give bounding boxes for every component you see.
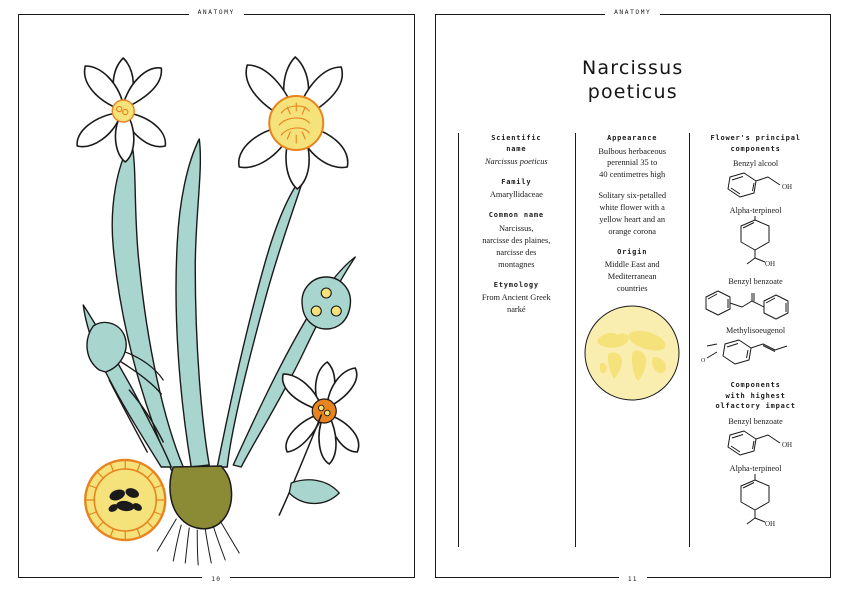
compound-name-alpha-terpineol-1: Alpha-terpineol — [729, 206, 782, 215]
compound-name-benzyl-benzoate-1: Benzyl benzoate — [728, 277, 783, 286]
heading-etymology: Etymology — [493, 280, 539, 289]
world-map-svg — [584, 305, 680, 401]
structure-alpha-terpineol-2 — [721, 474, 791, 532]
svg-text:OH: OH — [764, 519, 775, 528]
running-head-left-label: ANATOMY — [189, 9, 244, 16]
running-head-right — [436, 9, 831, 16]
right-page — [425, 0, 849, 592]
structure-methylisoeugenol — [701, 336, 811, 370]
narcissus-botanical-illustration — [19, 15, 414, 577]
folio-right-number: 11 — [619, 576, 647, 583]
svg-text:OH: OH — [781, 440, 792, 449]
compound-name-alpha-terpineol-2: Alpha-terpineol — [729, 463, 782, 473]
column-taxonomy — [458, 133, 576, 547]
page-title — [436, 57, 831, 105]
value-scientific-name: Narcissus poeticus — [484, 157, 548, 166]
page-title-line-1: Narcissus — [581, 57, 684, 79]
svg-text:OH: OH — [781, 183, 792, 191]
folio-right — [436, 576, 831, 583]
right-page-frame — [435, 9, 832, 583]
compound-name-methylisoeugenol: Methylisoeugenol — [726, 326, 786, 335]
heading-origin: Origin — [617, 247, 648, 256]
left-page-frame — [18, 9, 415, 583]
world-map-distribution — [584, 305, 680, 401]
value-appearance: Bulbous herbaceous perennial 35 to 40 centimetres high — [598, 146, 667, 180]
compound-name-benzyl-benzoate-2: Benzyl benzoate — [728, 416, 783, 426]
structure-alpha-terpineol-1 — [721, 216, 791, 272]
page-title-line-2: poeticus — [587, 80, 678, 103]
compound-name-benzyl-alcool: Benzyl alcool — [732, 159, 779, 168]
info-columns — [458, 133, 815, 547]
value-appearance-detail: Solitary six-petalled white flower with a yellow heart and an orange corona — [598, 191, 667, 237]
heading-family: Family — [501, 177, 532, 186]
svg-text:OH: OH — [764, 260, 775, 268]
heading-appearance: Appearance — [607, 134, 658, 142]
svg-text:O: O — [700, 358, 705, 364]
value-common-name: Narcissus, narcisse des plaines, narcisse des montagnes — [482, 223, 551, 269]
heading-olfactory-impact: Components with highest olfactory impact — [715, 381, 796, 410]
folio-left-number: 10 — [202, 576, 230, 583]
heading-principal-components: Flower's principal components — [710, 134, 801, 153]
botanical-illustration-svg — [19, 15, 414, 577]
value-etymology: From Ancient Greek narké — [481, 293, 551, 314]
running-head-right-label: ANATOMY — [605, 9, 660, 16]
structure-benzyl-benzoate-2 — [708, 427, 804, 459]
heading-common-name: Common name — [488, 211, 544, 220]
structure-benzyl-alcool — [708, 169, 804, 201]
value-family: Amaryllidaceae — [489, 190, 543, 200]
structure-benzyl-benzoate-1 — [700, 287, 812, 321]
column-chemical-components — [689, 133, 814, 547]
heading-scientific-name: Scientific name — [491, 134, 542, 153]
value-origin: Middle East and Mediterranean countries — [604, 260, 660, 294]
folio-left — [19, 576, 414, 583]
column-appearance-origin — [575, 133, 689, 547]
